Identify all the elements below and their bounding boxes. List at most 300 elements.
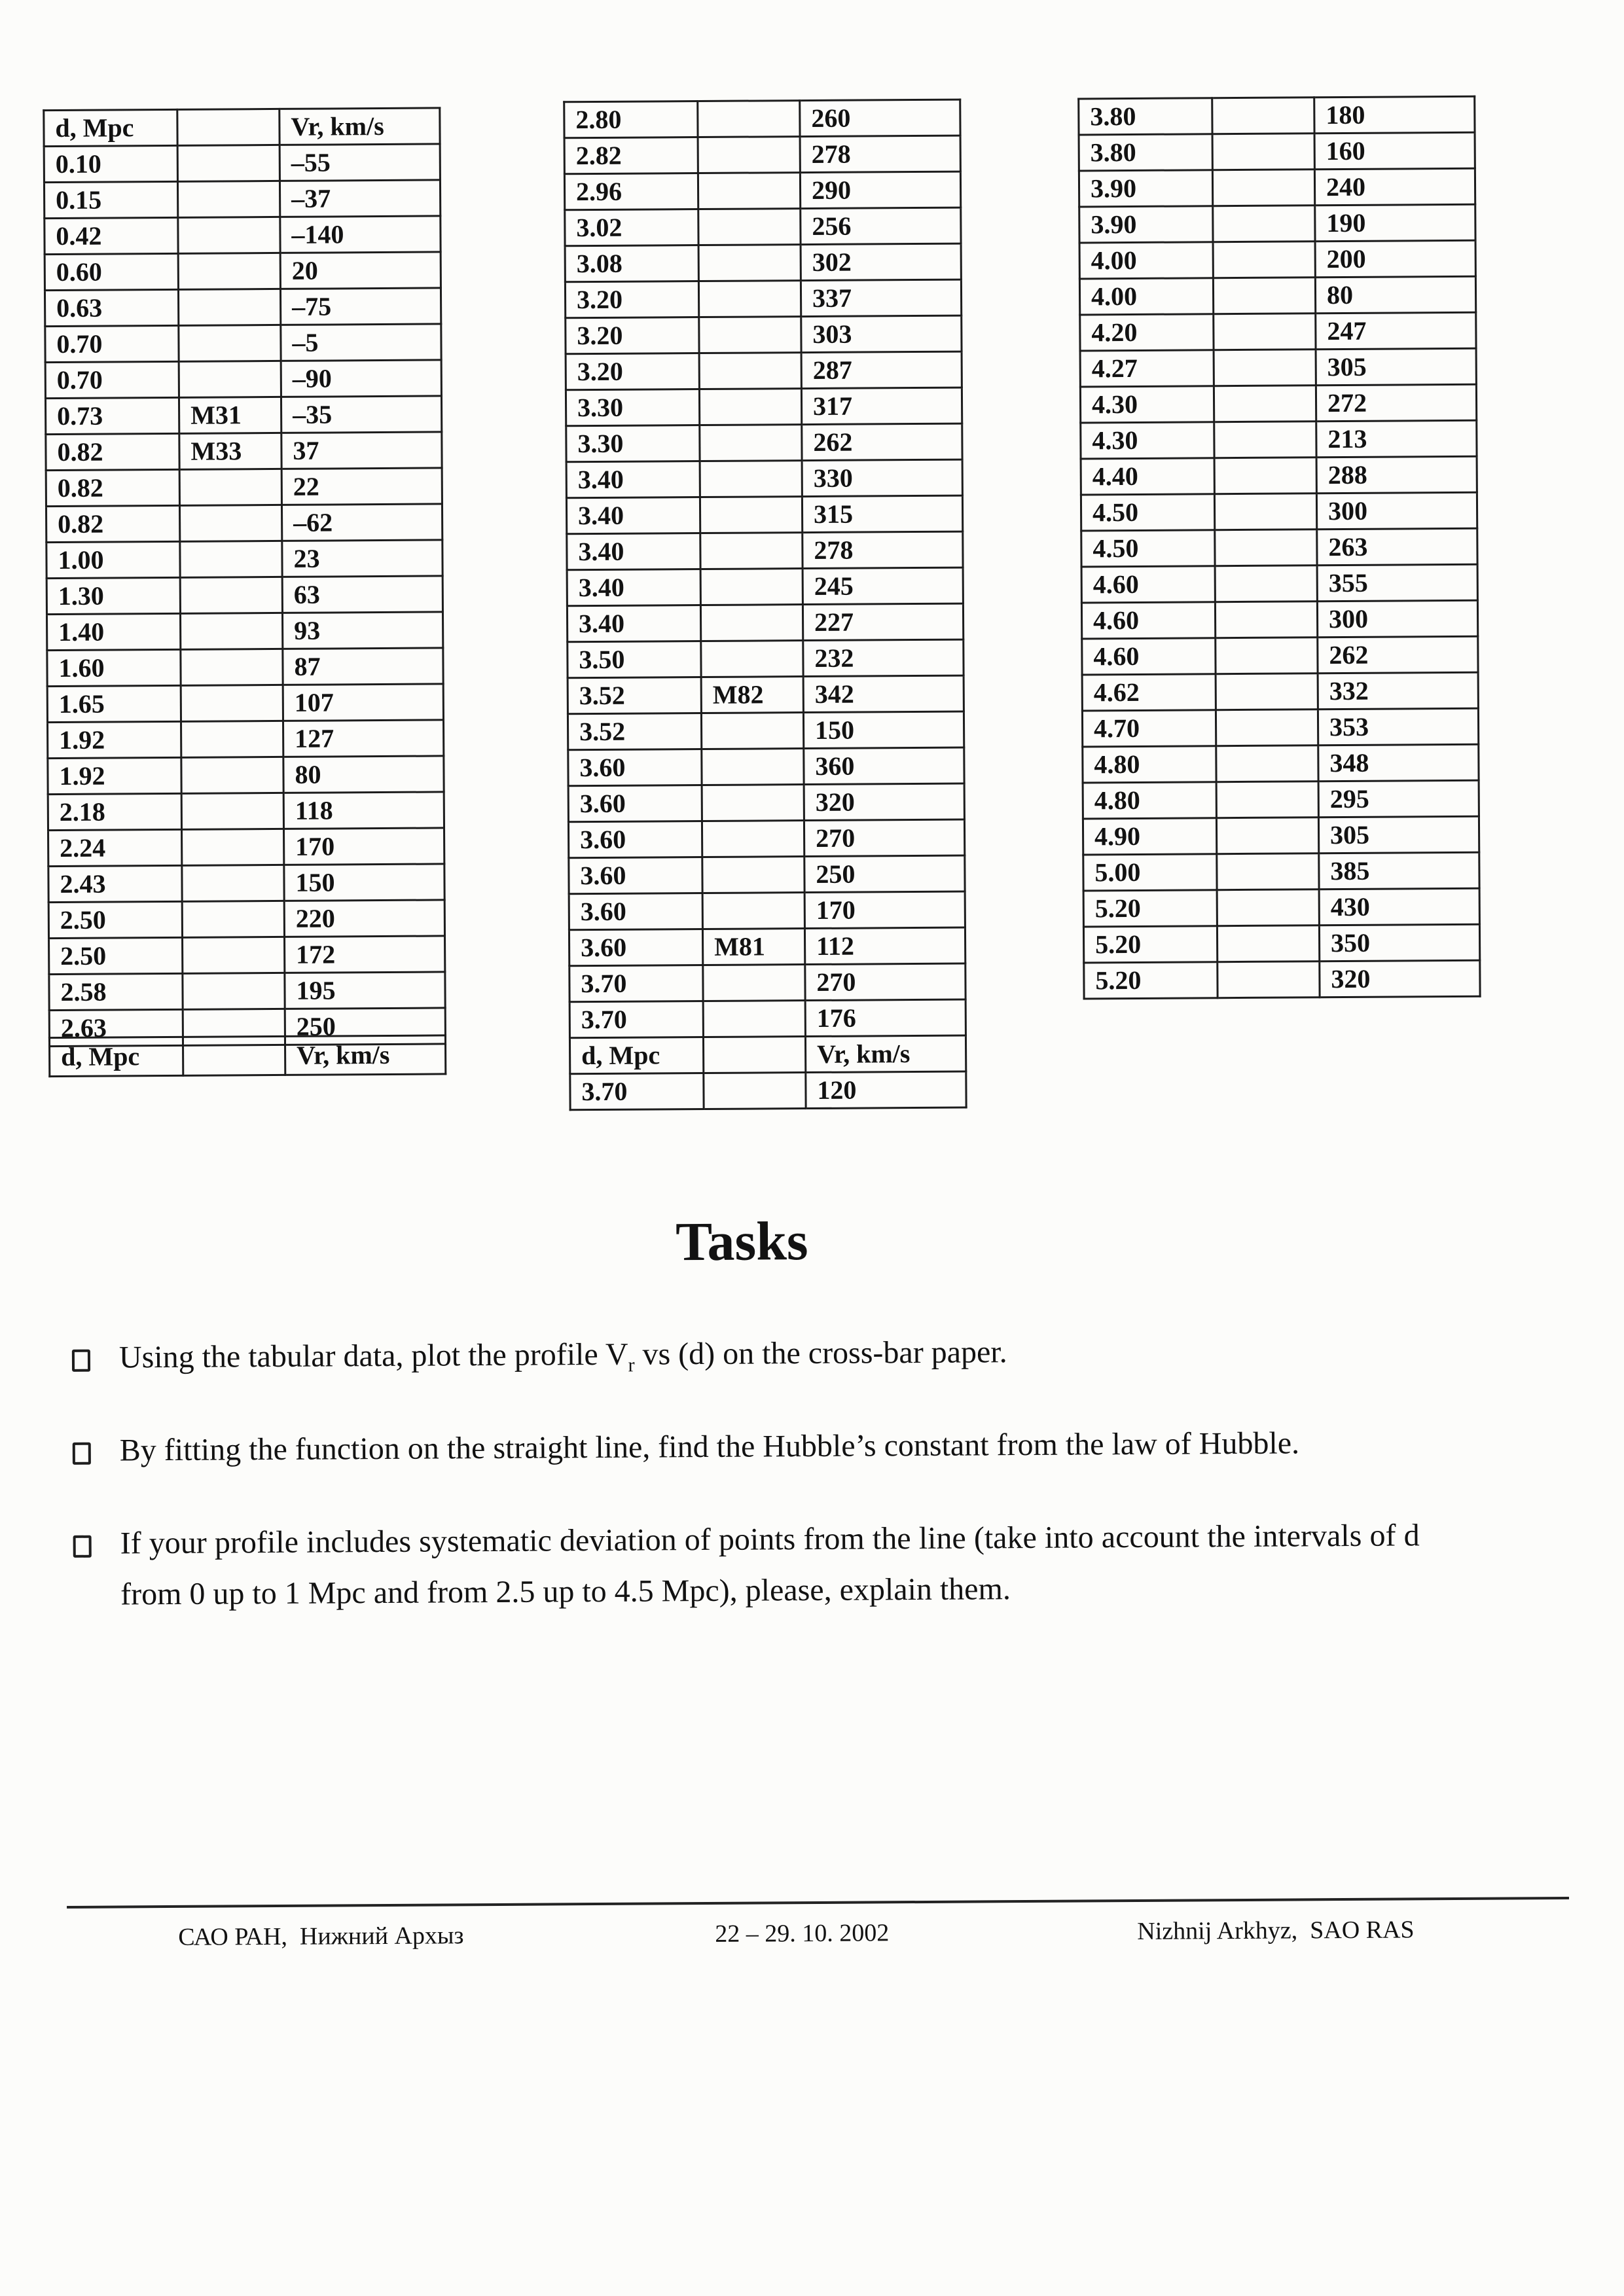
galaxy-name-cell	[183, 973, 285, 1009]
galaxy-name-cell	[1213, 278, 1315, 314]
galaxy-name-cell	[182, 829, 284, 865]
galaxy-name-cell	[1214, 422, 1316, 458]
galaxy-name-cell	[177, 181, 280, 217]
vr-kms-cell: 250	[285, 1008, 445, 1045]
galaxy-name-cell	[1214, 386, 1316, 422]
vr-kms-cell: –37	[280, 180, 440, 217]
d-mpc-cell: 3.50	[568, 641, 701, 678]
table-row	[1079, 276, 1475, 315]
table-row	[566, 423, 962, 462]
table-row	[564, 99, 960, 138]
vr-kms-cell: 232	[803, 639, 964, 676]
vr-kms-cell: 278	[803, 531, 963, 568]
table-row	[45, 396, 441, 435]
d-mpc-cell: 3.20	[566, 353, 699, 390]
table-row	[47, 648, 443, 687]
table-row	[565, 279, 961, 318]
d-mpc-cell: 0.15	[44, 181, 177, 218]
table-row	[1079, 240, 1475, 279]
d-mpc-cell: 2.43	[48, 865, 182, 902]
data-table-right	[1077, 96, 1481, 1000]
vr-kms-cell: 63	[282, 576, 442, 613]
d-mpc-cell: 3.60	[569, 893, 702, 930]
table-row	[48, 792, 444, 831]
table-row	[1083, 816, 1479, 855]
d-mpc-cell: 4.60	[1081, 566, 1215, 603]
galaxy-name-cell	[700, 425, 802, 461]
d-mpc-cell: 3.60	[568, 749, 702, 786]
galaxy-name-cell	[1217, 925, 1319, 962]
vr-kms-cell: 172	[285, 936, 445, 973]
d-mpc-cell: 1.92	[48, 721, 181, 758]
vr-kms-cell: 170	[284, 828, 444, 865]
table-row	[48, 720, 444, 759]
table-row	[45, 216, 441, 255]
vr-kms-cell: 220	[284, 900, 444, 937]
vr-kms-cell: 107	[283, 684, 443, 721]
galaxy-name-cell	[700, 497, 802, 533]
d-mpc-cell: 4.00	[1079, 278, 1213, 315]
d-mpc-cell: 1.40	[46, 613, 180, 650]
galaxy-name-cell	[1217, 853, 1319, 890]
galaxy-name-cell	[698, 137, 800, 173]
header-strip-table	[48, 1034, 446, 1077]
galaxy-name-cell	[698, 173, 800, 209]
d-mpc-cell: 5.00	[1083, 854, 1217, 891]
table-row	[48, 756, 444, 795]
vr-kms-cell: 320	[804, 783, 964, 820]
galaxy-name-cell	[1214, 314, 1316, 350]
table-row	[46, 504, 442, 543]
d-mpc-cell: 0.82	[46, 469, 179, 506]
table-row	[45, 252, 441, 291]
d-mpc-cell: 4.80	[1083, 746, 1216, 783]
d-mpc-cell: 4.40	[1081, 458, 1214, 495]
vr-kms-cell: 127	[283, 720, 443, 757]
vr-kms-cell: 278	[800, 135, 960, 172]
d-mpc-cell: 0.70	[45, 325, 179, 362]
d-mpc-cell: 3.30	[566, 389, 699, 426]
d-mpc-cell: 5.20	[1083, 890, 1217, 927]
table-row	[45, 360, 441, 399]
vr-kms-cell: 150	[284, 864, 444, 901]
table-row	[568, 639, 964, 678]
table-row	[569, 1035, 965, 1074]
table-row	[564, 135, 960, 174]
table-row	[1079, 96, 1475, 135]
galaxy-name-cell	[181, 721, 283, 757]
d-mpc-cell: 3.20	[566, 317, 699, 354]
table-row	[568, 783, 964, 822]
vr-kms-cell: 180	[1314, 96, 1475, 133]
galaxy-name-cell	[1214, 457, 1316, 494]
vr-kms-cell: 247	[1316, 312, 1476, 349]
table-row	[568, 675, 964, 714]
vr-kms-cell: 303	[801, 315, 962, 352]
galaxy-name-cell	[1212, 134, 1314, 170]
d-mpc-cell: 0.82	[46, 433, 179, 470]
galaxy-name-cell	[178, 217, 280, 253]
galaxy-name-cell	[180, 577, 282, 613]
vr-kms-cell: –55	[280, 144, 440, 181]
vr-kms-cell: 120	[806, 1071, 966, 1108]
square-bullet-icon	[73, 1443, 91, 1465]
vr-kms-cell: 337	[801, 279, 961, 316]
galaxy-name-cell	[179, 325, 281, 361]
table-row	[566, 387, 962, 426]
vr-kms-cell: 355	[1317, 564, 1477, 601]
d-mpc-cell: 3.52	[568, 677, 701, 714]
galaxy-name-cell	[699, 389, 801, 425]
footer-organization-en: Nizhnij Arkhyz, SAO RAS	[1137, 1916, 1415, 1945]
vr-kms-cell: 37	[281, 432, 442, 469]
table-row	[564, 171, 960, 210]
galaxy-name-cell	[178, 289, 280, 325]
d-mpc-cell: 1.00	[46, 541, 180, 578]
table-row	[46, 540, 442, 579]
d-mpc-cell: 1.30	[46, 577, 180, 614]
table-row	[48, 828, 444, 867]
vr-kms-cell: 262	[802, 423, 962, 460]
d-mpc-cell: 2.50	[48, 901, 182, 938]
table-row	[1079, 132, 1475, 171]
footer-organization-ru: САО РАН, Нижний Архыз	[178, 1922, 464, 1951]
galaxy-name-cell	[704, 1073, 806, 1109]
vr-kms-cell: 260	[800, 99, 960, 136]
galaxy-name-cell	[703, 965, 805, 1001]
table-row	[46, 432, 442, 471]
galaxy-name-cell	[1214, 350, 1316, 386]
d-mpc-cell: 2.18	[48, 793, 181, 830]
galaxy-name-cell	[1214, 493, 1316, 530]
d-mpc-cell: 3.60	[568, 785, 702, 822]
vr-kms-cell: 213	[1316, 420, 1477, 457]
galaxy-name-cell	[181, 649, 283, 685]
galaxy-name-cell	[703, 1037, 805, 1073]
galaxy-name-cell	[1215, 565, 1317, 602]
d-mpc-cell: 0.42	[45, 217, 178, 254]
vr-kms-cell: 332	[1318, 672, 1478, 709]
table-row	[568, 747, 964, 786]
table-row	[566, 351, 962, 390]
vr-kms-cell: 305	[1316, 348, 1476, 385]
galaxy-name-cell	[698, 209, 801, 245]
square-bullet-icon	[73, 1535, 92, 1558]
d-mpc-cell: 3.08	[565, 245, 698, 282]
d-mpc-cell: 3.40	[567, 569, 700, 606]
d-mpc-cell: 0.70	[45, 361, 179, 398]
table-row	[1080, 348, 1476, 387]
d-mpc-cell: 2.24	[48, 829, 182, 866]
vr-kms-cell: Vr, km/s	[280, 108, 440, 145]
table-row	[568, 711, 964, 750]
galaxy-name-cell	[1216, 781, 1318, 818]
data-table-middle	[563, 99, 967, 1111]
galaxy-name-cell	[182, 865, 284, 901]
galaxy-name-cell	[699, 353, 801, 389]
d-mpc-cell: 3.60	[569, 857, 702, 894]
table-row	[566, 495, 962, 534]
galaxy-name-cell: M33	[179, 433, 281, 469]
d-mpc-cell: 2.58	[49, 973, 183, 1010]
table-row	[567, 603, 963, 642]
table-row	[569, 999, 965, 1038]
galaxy-name-cell: M82	[701, 677, 803, 713]
d-mpc-cell: 4.60	[1081, 602, 1215, 639]
table-row	[1081, 564, 1477, 603]
d-mpc-cell: 3.40	[566, 461, 700, 498]
galaxy-name-cell	[179, 505, 281, 541]
table-row	[569, 891, 965, 930]
galaxy-name-cell	[1216, 637, 1318, 674]
vr-kms-cell: Vr, km/s	[805, 1035, 965, 1072]
d-mpc-cell: 3.70	[570, 1073, 704, 1110]
vr-kms-cell: 118	[283, 792, 444, 829]
vr-kms-cell: 262	[1318, 636, 1478, 673]
d-mpc-cell: 3.02	[565, 209, 698, 246]
galaxy-name-cell	[1216, 709, 1318, 746]
table-row	[45, 324, 441, 363]
vr-kms-cell: 317	[801, 387, 962, 424]
table-row	[44, 108, 440, 147]
d-mpc-cell: 5.20	[1084, 962, 1218, 999]
galaxy-name-cell	[698, 281, 801, 317]
table-row	[566, 315, 962, 354]
galaxy-name-cell	[181, 757, 283, 793]
galaxy-name-cell	[700, 605, 803, 641]
galaxy-name-cell	[179, 469, 281, 505]
vr-kms-cell: 272	[1316, 384, 1476, 421]
galaxy-name-cell	[702, 749, 804, 785]
table-row	[1081, 600, 1477, 639]
task-text: By fitting the function on the straight line, find the Hubble’s constant from the law of Hubble.	[119, 1426, 1300, 1468]
d-mpc-cell: d, Mpc	[49, 1037, 183, 1076]
d-mpc-cell: 4.50	[1081, 494, 1214, 531]
galaxy-name-cell	[182, 901, 284, 937]
d-mpc-cell: 3.40	[567, 605, 700, 642]
d-mpc-cell: 1.60	[47, 649, 181, 686]
footer-date-range: 22 – 29. 10. 2002	[715, 1919, 890, 1948]
vr-kms-cell: 290	[800, 171, 960, 208]
table-row	[1079, 204, 1475, 243]
d-mpc-cell: d, Mpc	[569, 1037, 703, 1074]
vr-kms-cell: 22	[281, 468, 442, 505]
task-text: If your profile includes systematic deviation of points from the line (take into account the intervals of d from 0 up to 1 Mpc and from 2.5 up to 4.5 Mpc), please, explain them.	[120, 1518, 1420, 1612]
vr-kms-cell: 227	[803, 603, 963, 640]
galaxy-name-cell	[698, 101, 800, 137]
d-mpc-cell: 4.00	[1079, 242, 1213, 279]
vr-kms-cell: 342	[803, 675, 964, 712]
vr-kms-cell: 305	[1318, 816, 1479, 853]
table-row	[1083, 924, 1479, 963]
d-mpc-cell: 4.70	[1082, 710, 1216, 747]
galaxy-name-cell	[183, 1036, 285, 1075]
galaxy-name-cell	[700, 461, 802, 497]
galaxy-name-cell	[1212, 98, 1314, 134]
d-mpc-cell: 1.65	[47, 685, 181, 722]
d-mpc-cell: 4.60	[1082, 638, 1216, 675]
vr-kms-cell: 353	[1318, 708, 1478, 745]
vr-kms-cell: 295	[1318, 780, 1479, 817]
galaxy-name-cell	[1215, 601, 1317, 638]
d-mpc-cell: 0.63	[45, 289, 178, 326]
table-row	[46, 612, 442, 651]
tasks-list	[67, 1324, 1420, 1621]
galaxy-name-cell	[1213, 206, 1315, 242]
galaxy-name-cell	[1215, 529, 1317, 566]
d-mpc-cell: 3.20	[565, 281, 698, 318]
table-row	[1081, 420, 1477, 459]
d-mpc-cell: 3.40	[567, 533, 700, 570]
galaxy-name-cell	[180, 541, 282, 577]
d-mpc-cell: 2.80	[564, 101, 698, 138]
vr-kms-cell: 150	[803, 711, 964, 748]
table-row	[49, 1035, 445, 1077]
d-mpc-cell: 3.80	[1079, 134, 1212, 171]
galaxy-name-cell	[1216, 745, 1318, 782]
table-row	[48, 864, 444, 903]
task-item	[67, 1510, 1420, 1621]
d-mpc-cell: 0.82	[46, 505, 179, 542]
galaxy-name-cell	[701, 641, 803, 677]
table-row	[45, 288, 441, 327]
table-row	[565, 243, 961, 282]
table-row	[1080, 312, 1476, 351]
table-row	[1083, 888, 1479, 927]
galaxy-name-cell	[699, 317, 801, 353]
galaxy-name-cell: M81	[702, 929, 804, 965]
vr-kms-cell: 176	[805, 999, 965, 1036]
table-row	[566, 459, 962, 498]
galaxy-name-cell	[1216, 817, 1318, 854]
table-row	[1083, 852, 1479, 891]
table-row	[47, 684, 443, 723]
d-mpc-cell: 4.90	[1083, 818, 1216, 855]
d-mpc-cell: 3.80	[1079, 98, 1212, 135]
galaxy-name-cell	[700, 569, 803, 605]
vr-kms-cell: –90	[281, 360, 441, 397]
galaxy-name-cell	[702, 821, 804, 857]
vr-kms-cell: 200	[1315, 240, 1475, 277]
d-mpc-cell: 0.10	[44, 145, 177, 182]
d-mpc-cell: 3.52	[568, 713, 701, 750]
d-mpc-cell: 4.50	[1081, 530, 1215, 567]
table-row	[46, 468, 442, 507]
tasks-heading: Tasks	[675, 1211, 808, 1273]
galaxy-name-cell	[1213, 242, 1315, 278]
vr-kms-cell: –62	[281, 504, 442, 541]
task-item	[67, 1324, 1418, 1384]
vr-kms-cell: 348	[1318, 744, 1479, 781]
d-mpc-cell: 2.96	[564, 173, 698, 210]
table-row	[1082, 708, 1478, 747]
vr-kms-cell: 240	[1314, 168, 1475, 205]
galaxy-name-cell	[1216, 673, 1318, 710]
galaxy-name-cell	[702, 785, 804, 821]
d-mpc-cell: 4.80	[1083, 782, 1216, 819]
d-mpc-cell: 3.30	[566, 425, 700, 462]
d-mpc-cell: 1.92	[48, 757, 181, 794]
table-row	[1081, 528, 1477, 567]
table-row	[1080, 384, 1476, 423]
table-row	[1084, 960, 1480, 999]
vr-kms-cell: 87	[283, 648, 443, 685]
vr-kms-cell: 287	[801, 351, 962, 388]
galaxy-name-cell	[178, 253, 280, 289]
d-mpc-cell: 3.60	[569, 929, 702, 966]
vr-kms-cell: 288	[1316, 456, 1477, 493]
vr-kms-cell: 160	[1314, 132, 1475, 169]
galaxy-name-cell	[180, 613, 282, 649]
table-row	[569, 963, 965, 1002]
vr-kms-cell: 23	[282, 540, 442, 577]
galaxy-name-cell	[181, 793, 283, 829]
d-mpc-cell: 3.40	[566, 497, 700, 534]
table-row	[568, 819, 964, 858]
vr-kms-cell: 270	[805, 963, 965, 1000]
table-row	[1082, 636, 1478, 675]
vr-kms-cell: 245	[803, 567, 963, 604]
table-row	[569, 855, 965, 894]
vr-kms-cell: Vr, km/s	[285, 1035, 445, 1075]
vr-kms-cell: –75	[280, 288, 441, 325]
table-row	[567, 567, 963, 606]
d-mpc-cell: 4.30	[1081, 422, 1214, 459]
galaxy-name-cell	[702, 857, 804, 893]
table-row	[48, 900, 444, 939]
vr-kms-cell: 80	[1315, 276, 1475, 313]
d-mpc-cell: 4.30	[1080, 386, 1214, 423]
vr-kms-cell: 195	[285, 972, 445, 1009]
table-row	[1083, 780, 1479, 819]
galaxy-name-cell	[702, 893, 804, 929]
data-table-left	[43, 107, 446, 1047]
d-mpc-cell: 0.60	[45, 253, 178, 290]
table-row	[1081, 456, 1477, 495]
d-mpc-cell: 0.73	[45, 397, 179, 434]
vr-kms-cell: 270	[804, 819, 964, 856]
d-mpc-cell: 4.27	[1080, 350, 1214, 387]
vr-kms-cell: 250	[804, 855, 965, 892]
vr-kms-cell: 263	[1317, 528, 1477, 565]
galaxy-name-cell	[1218, 961, 1320, 998]
vr-kms-cell: 385	[1319, 852, 1479, 889]
table-row	[565, 207, 961, 246]
vr-kms-cell: –35	[281, 396, 441, 433]
d-mpc-cell: 3.60	[568, 821, 702, 858]
vr-kms-cell: 93	[282, 612, 442, 649]
table-row	[1083, 744, 1479, 783]
d-mpc-cell: 3.70	[569, 965, 703, 1002]
table-row	[49, 936, 445, 975]
square-bullet-icon	[72, 1350, 90, 1372]
task-item	[67, 1417, 1419, 1477]
footer-divider	[67, 1897, 1569, 1909]
galaxy-name-cell	[700, 533, 803, 569]
vr-kms-cell: 315	[802, 495, 962, 532]
tasks-section	[66, 1210, 1420, 1662]
vr-kms-cell: 302	[801, 243, 961, 280]
galaxy-name-cell: M31	[179, 397, 281, 433]
d-mpc-cell: 2.82	[564, 137, 698, 174]
galaxy-name-cell	[1217, 889, 1319, 926]
vr-kms-cell: 350	[1319, 924, 1479, 961]
table-row	[569, 927, 965, 966]
d-mpc-cell: 2.50	[49, 937, 183, 974]
d-mpc-cell: 3.70	[569, 1001, 703, 1038]
galaxy-name-cell	[179, 361, 281, 397]
galaxy-name-cell	[177, 145, 280, 181]
